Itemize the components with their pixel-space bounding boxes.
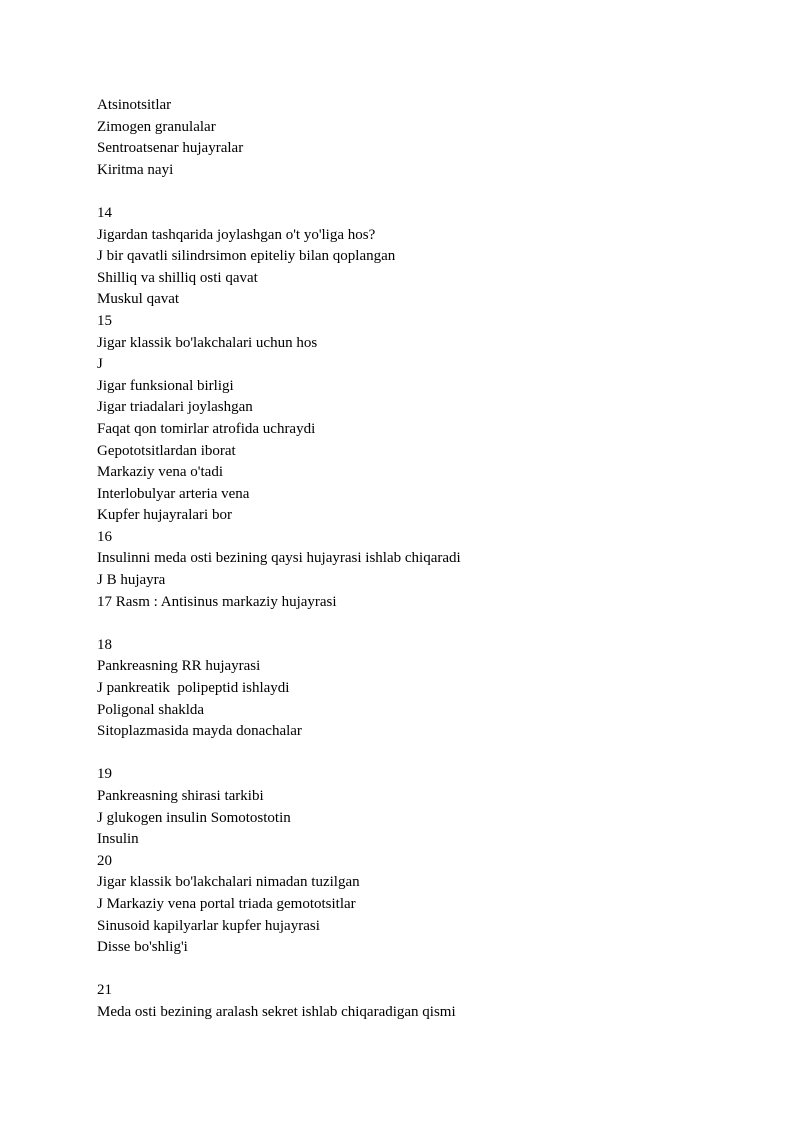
text-line: Zimogen granulalar bbox=[97, 118, 216, 135]
question-text: Jigardan tashqarida joylashgan o't yo'liga hos? bbox=[97, 226, 376, 243]
option-line: Sitoplazmasida mayda donachalar bbox=[97, 723, 302, 740]
question-text: Insulinni meda osti bezining qaysi hujayrasi ishlab chiqaradi bbox=[97, 550, 461, 567]
option-line: Sinusoid kapilyarlar kupfer hujayrasi bbox=[97, 917, 320, 934]
question-number: 19 bbox=[97, 766, 112, 783]
text-line: Atsinotsitlar bbox=[97, 97, 172, 113]
option-line: Kupfer hujayralari bor bbox=[97, 507, 232, 524]
option-line: Jigar funksional birligi bbox=[97, 377, 234, 394]
option-line: Insulin bbox=[97, 831, 139, 848]
text-line: Kiritma nayi bbox=[97, 161, 174, 178]
option-line: Jigar triadalari joylashgan bbox=[97, 399, 253, 416]
question-text: Meda osti bezining aralash sekret ishlab chiqaradigan qismi bbox=[97, 1003, 456, 1020]
option-line: Disse bo'shlig'i bbox=[97, 939, 188, 956]
option-line: Faqat qon tomirlar atrofida uchraydi bbox=[97, 420, 316, 437]
question-text: 17 Rasm : Antisinus markaziy hujayrasi bbox=[97, 593, 337, 610]
answer-line: J bir qavatli silindrsimon epiteliy bilan qoplangan bbox=[97, 248, 396, 265]
question-text: Pankreasning RR hujayrasi bbox=[97, 658, 261, 675]
question-number: 16 bbox=[97, 528, 112, 545]
blank-line bbox=[97, 613, 737, 635]
answer-line: J pankreatik polipeptid ishlaydi bbox=[97, 680, 290, 697]
question-number: 14 bbox=[97, 204, 112, 221]
answer-line: J Markaziy vena portal triada gemototsitlar bbox=[97, 895, 356, 912]
question-number: 18 bbox=[97, 636, 112, 653]
option-line: Shilliq va shilliq osti qavat bbox=[97, 269, 258, 286]
option-line: Gepototsitlardan iborat bbox=[97, 442, 236, 459]
answer-line: J glukogen insulin Somotostotin bbox=[97, 809, 291, 826]
question-number: 21 bbox=[97, 982, 112, 999]
answer-line: J B hujayra bbox=[97, 572, 166, 589]
option-line: Interlobulyar arteria vena bbox=[97, 485, 250, 502]
question-text: Jigar klassik bo'lakchalari nimadan tuzilgan bbox=[97, 874, 360, 891]
option-line: Poligonal shaklda bbox=[97, 701, 205, 718]
answer-line: J bbox=[97, 356, 103, 373]
document-body bbox=[97, 95, 737, 1024]
option-line: Markaziy vena o'tadi bbox=[97, 464, 223, 481]
blank-line bbox=[97, 959, 737, 981]
blank-line bbox=[97, 743, 737, 765]
question-text: Pankreasning shirasi tarkibi bbox=[97, 788, 264, 804]
blank-line bbox=[97, 181, 737, 203]
option-line: Muskul qavat bbox=[97, 291, 180, 308]
question-number: 20 bbox=[97, 852, 112, 869]
question-text: Jigar klassik bo'lakchalari uchun hos bbox=[97, 334, 318, 351]
question-number: 15 bbox=[97, 312, 112, 329]
text-line: Sentroatsenar hujayralar bbox=[97, 140, 244, 157]
